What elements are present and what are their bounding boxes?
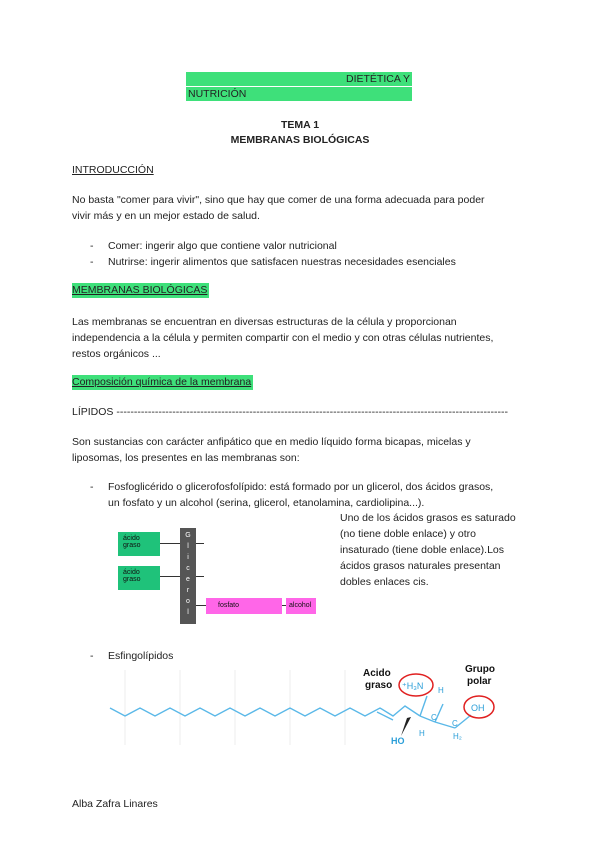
connector-line — [160, 576, 180, 577]
header-line-2: NUTRICIÓN — [188, 88, 247, 100]
membranas-line-2: independencia a la célula y permiten compartir con el medio y con otras células nutrientes, — [72, 332, 494, 344]
side-note-line-4: ácidos grasos naturales presentan — [340, 560, 501, 572]
lipidos-dashes: ---------------------------------------------------------------------------------------------------------------- — [116, 406, 508, 418]
header-line-1: DIETÉTICA Y — [346, 73, 410, 85]
bullet-dash: - — [90, 256, 94, 268]
c-atom-1: C — [431, 713, 437, 722]
intro-line-2: vivir más y en un mejor estado de salud. — [72, 210, 260, 222]
hydrocarbon-chain — [110, 706, 420, 716]
grupo-polar-label-2: polar — [467, 676, 492, 687]
membranas-heading: MEMBRANAS BIOLÓGICAS — [72, 284, 208, 296]
glicerol-letter: e — [186, 576, 190, 583]
glicerol-letter: i — [187, 554, 189, 561]
amino-group: ⁺H₃N — [402, 681, 424, 691]
esfingo-text: Esfingolípidos — [108, 650, 174, 662]
composicion-heading: Composición química de la membrana — [72, 376, 252, 388]
lipidos-line — [72, 404, 532, 420]
glicerol-letter: l — [187, 609, 189, 616]
glicerol-letters — [180, 530, 196, 618]
lipidos-line-1: Son sustancias con carácter anfipático que en medio líquido forma bicapas, micelas y — [72, 436, 471, 448]
membranas-line-1: Las membranas se encuentran en diversas estructuras de la célula y proporcionan — [72, 316, 457, 328]
graso-label: graso — [123, 576, 141, 583]
connector-line — [196, 605, 206, 606]
c-atom-2: C — [452, 719, 458, 728]
h-mid: H — [419, 729, 425, 738]
side-note-line-5: dobles enlaces cis. — [340, 576, 429, 588]
intro-paragraph — [72, 192, 485, 224]
fosfo-text — [108, 479, 493, 511]
bullet-text: Nutrirse: ingerir alimentos que satisfacen nuestras necesidades esenciales — [108, 256, 456, 268]
side-note-line-2: (no tiene doble enlace) y otro — [340, 528, 477, 540]
intro-line-1: No basta "comer para vivir", sino que hay que comer de una forma adecuada para poder — [72, 194, 485, 206]
list-item — [90, 479, 493, 511]
connector-line — [160, 543, 180, 544]
acido-graso-label-1: Acido — [363, 668, 391, 679]
graso-label: graso — [123, 542, 141, 549]
wedge-bond — [401, 717, 411, 736]
alcohol-box: alcohol — [286, 598, 316, 614]
double-bond — [377, 712, 393, 720]
bullet-text: Comer: ingerir algo que contiene valor nutricional — [108, 240, 337, 252]
list-item — [90, 254, 456, 270]
side-note-line-1: Uno de los ácidos grasos es saturado — [340, 512, 516, 524]
bullet-dash: - — [90, 650, 94, 662]
lipidos-paragraph — [72, 434, 471, 466]
acido-label: ácido — [123, 535, 140, 542]
grid-lines — [125, 670, 345, 745]
fosfo-line-1: Fosfoglicérido o glicerofosfolípido: está formado por un glicerol, dos ácidos grasos, — [108, 481, 494, 493]
glicerol-letter: o — [186, 598, 190, 605]
fosfo-line-2: un fosfato y un alcohol (serina, glicerol, etanolamina, cardiolipina...). — [108, 497, 425, 509]
acido-graso-label-2: graso — [365, 680, 393, 691]
side-note-line-3: insaturado (tiene doble enlace).Los — [340, 544, 505, 556]
bullet-dash: - — [90, 240, 94, 252]
connector-line — [196, 543, 204, 544]
bond-line — [420, 696, 427, 716]
footer-author: Alba Zafra Linares — [72, 798, 158, 810]
tema-title: TEMA 1 — [280, 119, 320, 131]
side-note — [340, 510, 516, 590]
connector-line — [196, 576, 204, 577]
membranas-line-3: restos orgánicos ... — [72, 348, 161, 360]
intro-heading: INTRODUCCIÓN — [72, 164, 154, 176]
page-title: MEMBRANAS BIOLÓGICAS — [230, 134, 370, 146]
acido-label: ácido — [123, 569, 140, 576]
lipidos-label: LÍPIDOS — [72, 406, 114, 418]
glicerol-letter: c — [186, 565, 190, 572]
acido-graso-box-2 — [118, 566, 160, 590]
grupo-polar-label-1: Grupo — [465, 664, 495, 675]
fosfato-box: fosfato — [206, 598, 282, 614]
esfingolipido-diagram — [105, 660, 525, 750]
ho-group: HO — [391, 736, 405, 746]
list-item — [90, 238, 456, 254]
fosfoglicerido-diagram — [118, 528, 318, 628]
h-top: H — [438, 686, 444, 695]
glicerol-letter: r — [186, 587, 190, 594]
membranas-paragraph — [72, 314, 493, 362]
lipidos-line-2: liposomas, los presentes en las membranas son: — [72, 452, 300, 464]
glicerol-letter: l — [187, 543, 189, 550]
oh-group: OH — [471, 703, 485, 713]
h2-group: H₂ — [453, 732, 462, 741]
glicerol-letter: G — [185, 532, 191, 539]
acido-graso-box-1 — [118, 532, 160, 556]
intro-bullets — [90, 238, 456, 270]
bullet-dash: - — [90, 481, 94, 493]
